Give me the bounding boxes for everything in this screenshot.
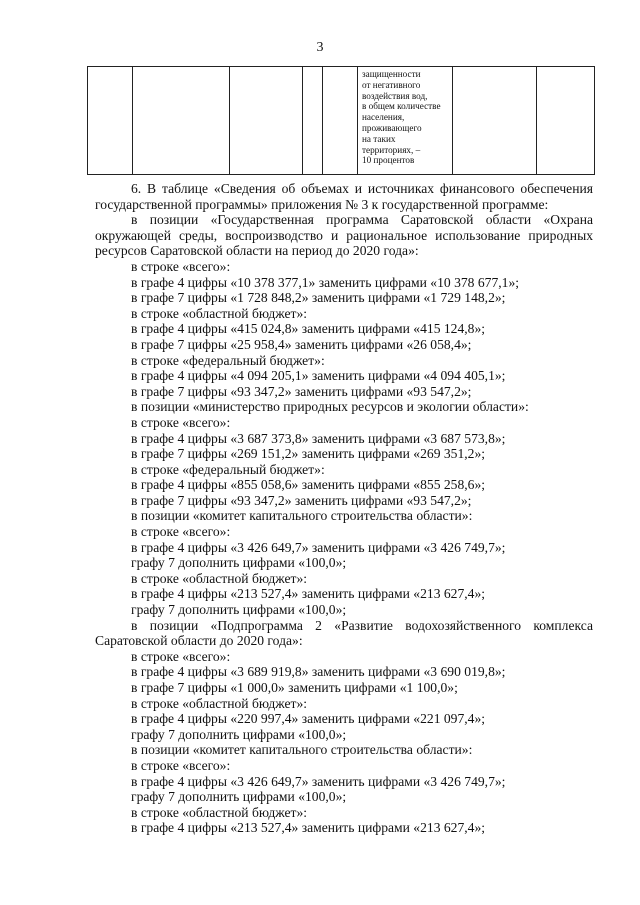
- paragraph: в строке «всего»:: [131, 757, 231, 773]
- paragraph: в графе 4 цифры «3 689 919,8» заменить цифрами «3 690 019,8»;: [131, 664, 506, 680]
- paragraph: в строке «всего»:: [131, 524, 231, 540]
- paragraph: в графе 4 цифры «3 426 649,7» заменить цифрами «3 426 749,7»;: [131, 539, 506, 555]
- paragraph: в графе 7 цифры «269 151,2» заменить цифрами «269 351,2»;: [131, 446, 486, 462]
- paragraph: в строке «областной бюджет»:: [131, 305, 308, 321]
- paragraph: графу 7 дополнить цифрами «100,0»;: [131, 555, 347, 571]
- paragraph: в графе 4 цифры «415 024,8» заменить цифрами «415 124,8»;: [131, 321, 486, 337]
- indicator-line: 10 процентов: [362, 155, 415, 166]
- table-cell: [453, 67, 537, 175]
- paragraph: в графе 7 цифры «93 347,2» заменить цифрами «93 547,2»;: [131, 383, 472, 399]
- paragraph: в строке «областной бюджет»:: [131, 570, 308, 586]
- paragraph: в строке «всего»:: [131, 414, 231, 430]
- indicator-line: территориях, –: [362, 144, 421, 155]
- paragraph: в графе 7 цифры «1 728 848,2» заменить цифрами «1 729 148,2»;: [131, 290, 506, 306]
- paragraph: в строке «областной бюджет»:: [131, 804, 308, 820]
- table-fragment: [87, 66, 595, 175]
- paragraph: в позиции «комитет капитального строительства области»:: [131, 508, 473, 524]
- paragraph: в строке «областной бюджет»:: [131, 695, 308, 711]
- indicator-text: [358, 67, 452, 166]
- indicator-line: воздействия вод,: [362, 90, 428, 101]
- paragraph: в строке «всего»:: [131, 648, 231, 664]
- indicator-line: от негативного: [362, 79, 421, 90]
- paragraph: в строке «всего»:: [131, 258, 231, 274]
- paragraph: в графе 4 цифры «3 687 373,8» заменить цифрами «3 687 573,8»;: [131, 430, 506, 446]
- indicator-line: защищенности: [362, 69, 421, 79]
- page-number: 3: [316, 40, 324, 55]
- paragraph: в графе 4 цифры «213 527,4» заменить цифрами «213 627,4»;: [131, 586, 486, 602]
- paragraph: в графе 4 цифры «213 527,4» заменить цифрами «213 627,4»;: [131, 820, 486, 836]
- amendments-text: [95, 181, 593, 836]
- paragraph: 6. В таблице «Сведения об объемах и источниках финансового обеспечения государственной программы» приложения № 3 к государственной программе:: [95, 181, 593, 212]
- paragraph: в графе 4 цифры «220 997,4» заменить цифрами «221 097,4»;: [131, 711, 486, 727]
- table-cell-indicator: [358, 67, 453, 175]
- paragraph: в графе 7 цифры «25 958,4» заменить цифрами «26 058,4»;: [131, 336, 472, 352]
- paragraph: в графе 4 цифры «855 058,6» заменить цифрами «855 258,6»;: [131, 477, 486, 493]
- indicator-line: в общем количестве: [362, 101, 441, 112]
- paragraph: в графе 7 цифры «1 000,0» заменить цифрами «1 100,0»;: [131, 680, 458, 695]
- table-cell: [88, 67, 133, 175]
- paragraph: в позиции «Подпрограмма 2 «Развитие водохозяйственного комплекса Саратовской области до 2020 года»:: [95, 617, 593, 649]
- paragraph: графу 7 дополнить цифрами «100,0»;: [131, 726, 347, 742]
- paragraph: в графе 7 цифры «93 347,2» заменить цифрами «93 547,2»;: [131, 492, 472, 508]
- paragraph: графу 7 дополнить цифрами «100,0»;: [131, 602, 347, 618]
- paragraph: в графе 4 цифры «4 094 205,1» заменить цифрами «4 094 405,1»;: [131, 368, 506, 384]
- table-cell: [537, 67, 595, 175]
- indicator-line: на таких: [362, 133, 396, 144]
- paragraph: в позиции «Государственная программа Саратовской области «Охрана окружающей среды, воспроизводство и рациональное использование природных ресурсов Саратовской области на период до 2020 года»:: [95, 212, 593, 259]
- table-cell: [303, 67, 323, 175]
- table-row: [88, 67, 595, 175]
- paragraph: графу 7 дополнить цифрами «100,0»;: [131, 789, 347, 805]
- table-cell: [230, 67, 303, 175]
- paragraph: в графе 4 цифры «10 378 377,1» заменить цифрами «10 378 677,1»;: [131, 274, 520, 290]
- paragraph: в строке «федеральный бюджет»:: [131, 461, 325, 477]
- indicator-line: населения,: [362, 112, 405, 123]
- paragraph: в позиции «министерство природных ресурсов и экологии области»:: [131, 399, 529, 415]
- paragraph: в позиции «комитет капитального строительства области»:: [131, 742, 473, 758]
- paragraph: в строке «федеральный бюджет»:: [131, 352, 325, 368]
- table-cell: [133, 67, 230, 175]
- table-cell: [323, 67, 358, 175]
- paragraph: в графе 4 цифры «3 426 649,7» заменить цифрами «3 426 749,7»;: [131, 773, 506, 789]
- indicator-line: проживающего: [362, 122, 422, 133]
